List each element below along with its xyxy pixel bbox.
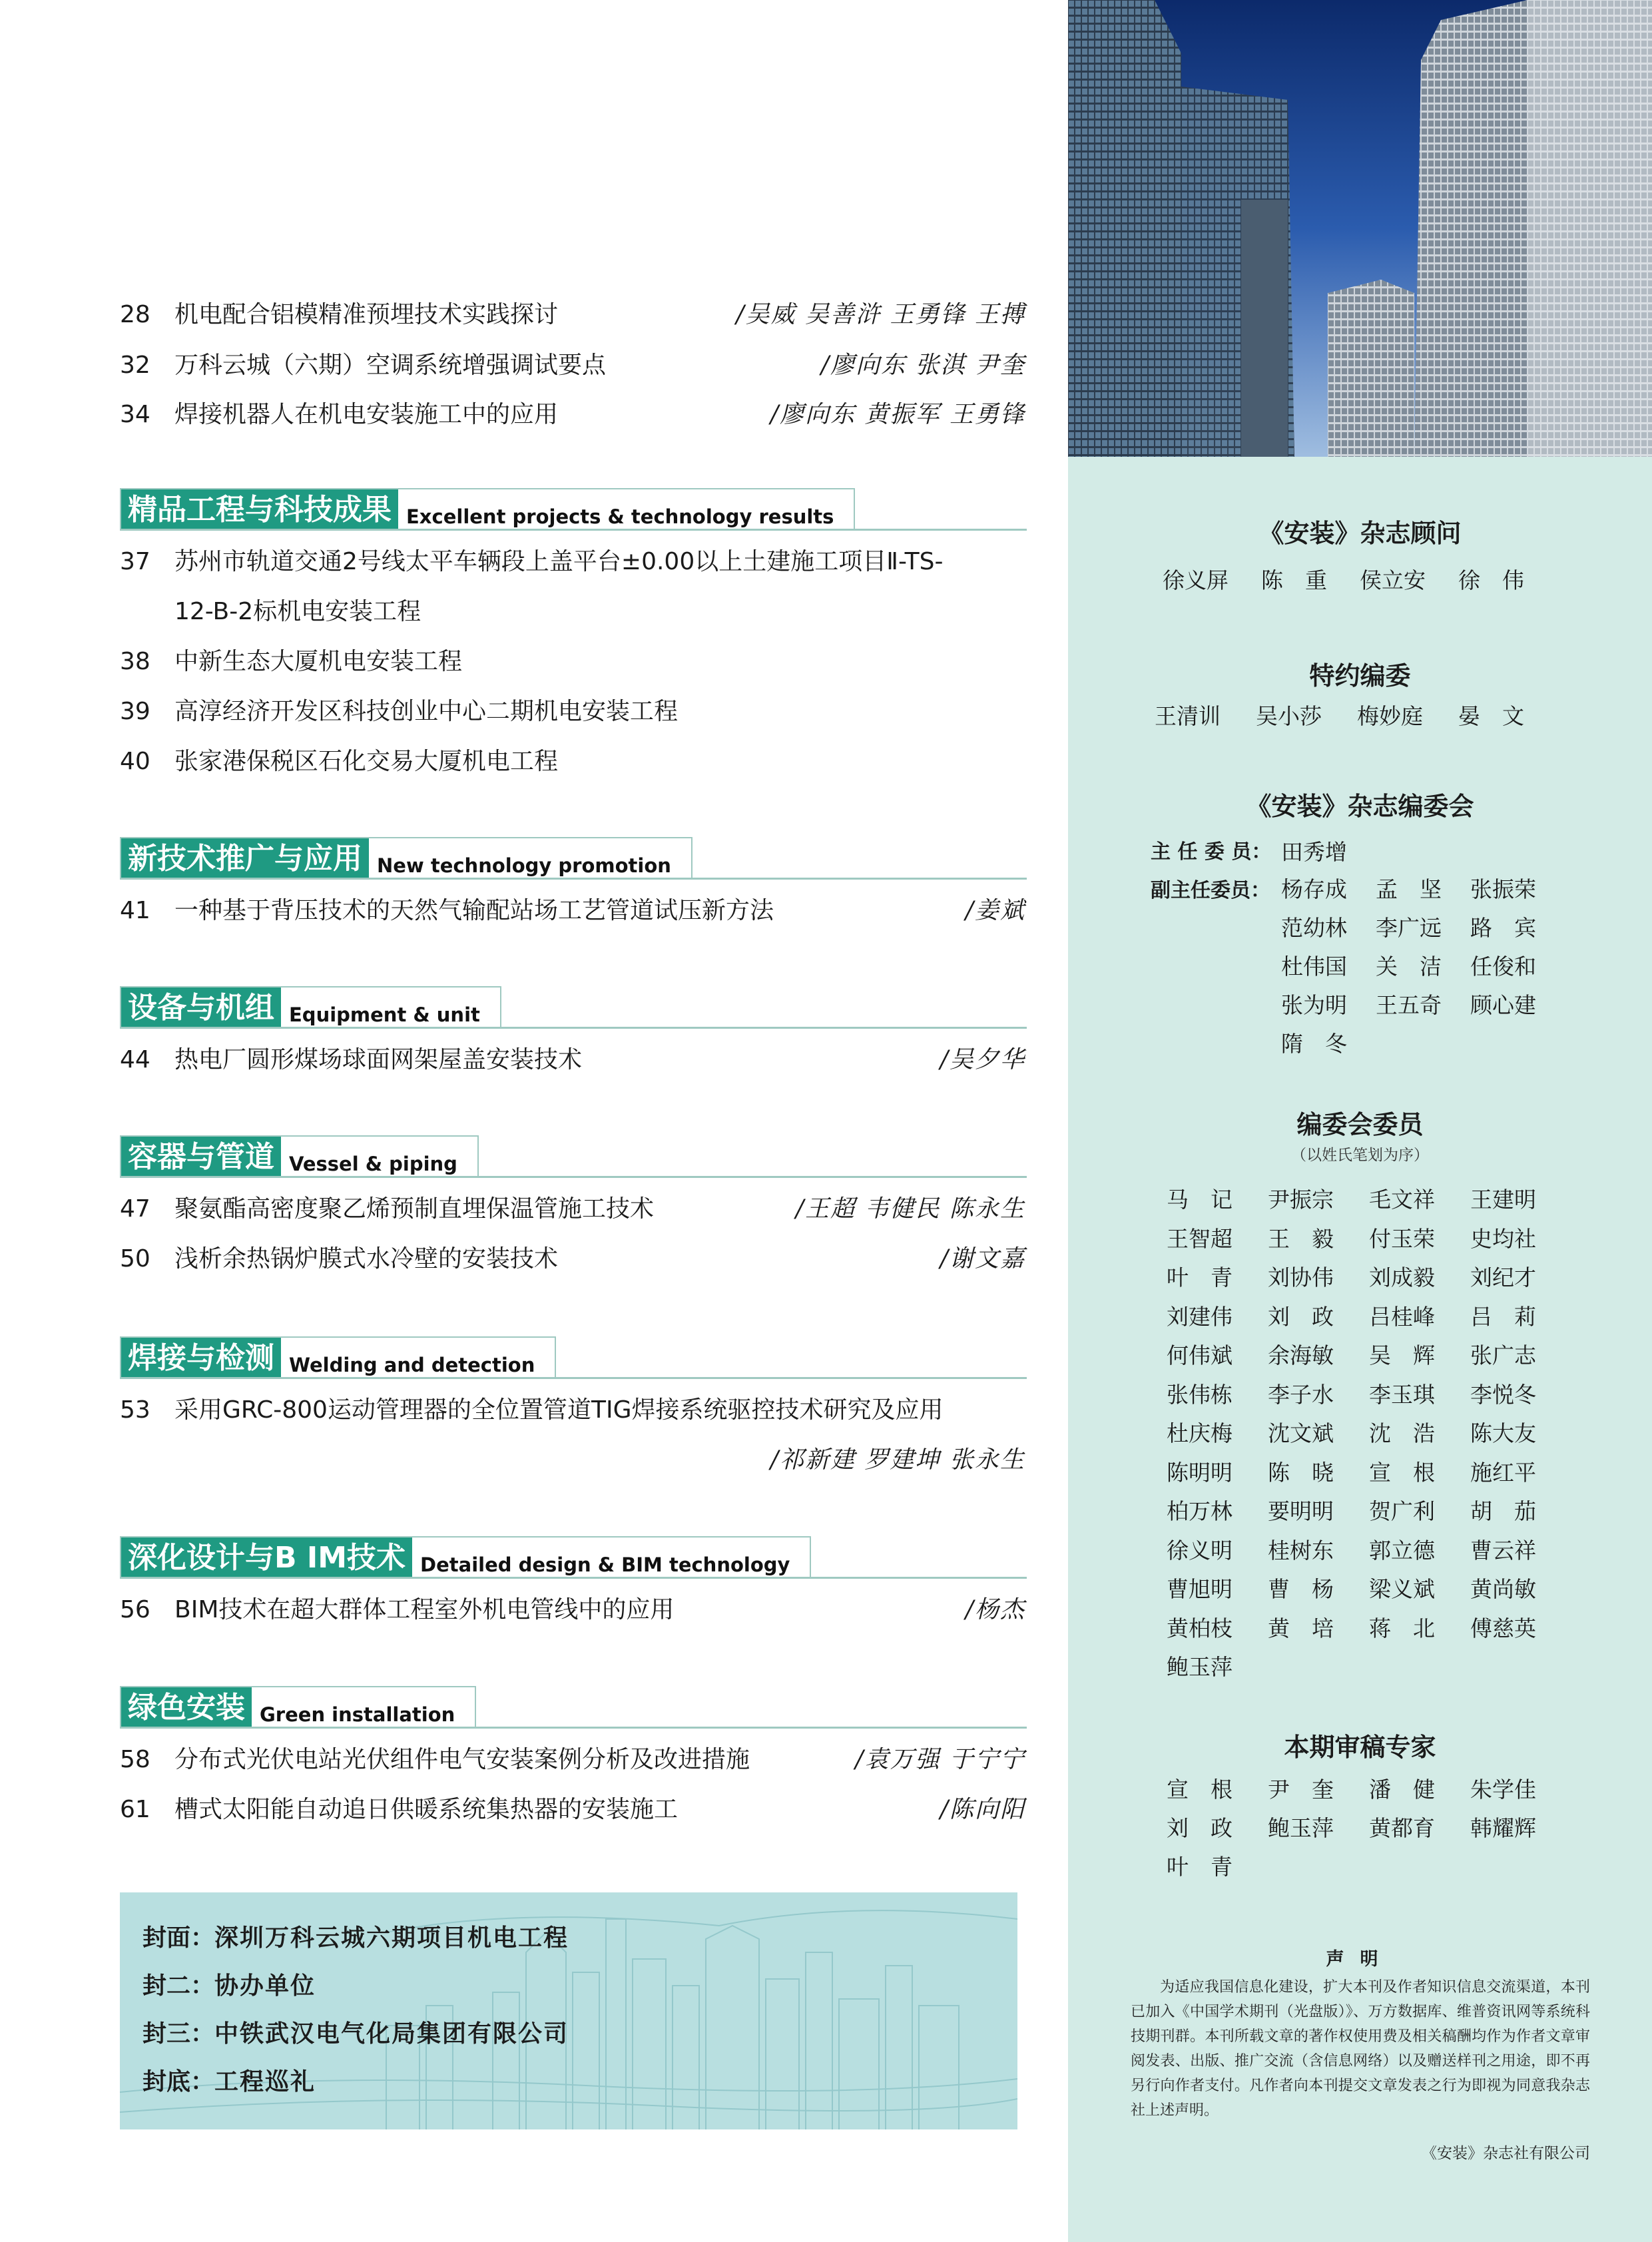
- article-title: 槽式太阳能自动追日供暖系统集热器的安装施工: [174, 1796, 679, 1823]
- page-number: 56: [120, 1596, 150, 1623]
- toc-entry[interactable]: [120, 1236, 1025, 1282]
- person-name: 马 记: [1167, 1187, 1233, 1213]
- person-name: 李玉琪: [1369, 1381, 1435, 1408]
- section-title-box: [120, 1686, 476, 1729]
- person-name: 柏万林: [1167, 1498, 1233, 1524]
- section-title-cn: 设备与机组: [121, 987, 281, 1029]
- person-name: 张振荣: [1470, 876, 1536, 902]
- person-name: 杜伟国: [1281, 954, 1347, 980]
- person-name: 史均社: [1470, 1225, 1536, 1252]
- article-authors: /杨杰: [965, 1596, 1025, 1623]
- person-name: 王智超: [1167, 1225, 1233, 1252]
- toc-entry[interactable]: [120, 738, 1025, 785]
- members-heading: 编委会委员: [1296, 1110, 1424, 1139]
- toc-entry[interactable]: [120, 392, 1025, 438]
- article-title: 焊接机器人在机电安装施工中的应用: [174, 401, 559, 428]
- article-authors: /陈向阳: [940, 1796, 1025, 1823]
- section-header: [120, 1336, 1027, 1382]
- page-number: 47: [120, 1195, 150, 1223]
- section-title-en: Green installation: [260, 1703, 455, 1726]
- toc-entry[interactable]: [120, 689, 1025, 735]
- page-number: 32: [120, 352, 150, 379]
- section-title-box: [120, 488, 855, 531]
- toc-entry[interactable]: [120, 539, 1025, 585]
- page-number: 41: [120, 897, 150, 924]
- person-name: 路 宾: [1470, 915, 1536, 941]
- notice-signature: 《安装》杂志社有限公司: [1422, 2145, 1590, 2162]
- section-title-box: [120, 1336, 556, 1379]
- article-title: 热电厂圆形煤场球面网架屋盖安装技术: [174, 1046, 583, 1073]
- section-rule: [120, 529, 1027, 531]
- person-name: 刘建伟: [1167, 1303, 1233, 1330]
- person-name: 余海敏: [1268, 1342, 1334, 1368]
- person-name: 尹振宗: [1268, 1187, 1334, 1213]
- article-authors: /王超 韦健民 陈永生: [795, 1195, 1025, 1223]
- director-name: 田秀增: [1281, 839, 1347, 865]
- page-number: 61: [120, 1796, 150, 1823]
- person-name: 任俊和: [1470, 954, 1536, 980]
- page-number: 58: [120, 1746, 150, 1773]
- section-title-cn: 深化设计与B IM技术: [121, 1538, 412, 1579]
- person-name: 王建明: [1470, 1187, 1536, 1213]
- person-name: 陈 重: [1261, 567, 1327, 593]
- editorial-board-heading: 《安装》杂志编委会: [1246, 792, 1474, 821]
- page-number: 50: [120, 1245, 150, 1272]
- toc-entry[interactable]: [120, 639, 1025, 685]
- article-title: 采用GRC-800运动管理器的全位置管道TIG焊接系统驱控技术研究及应用: [174, 1396, 944, 1424]
- person-name: 徐义明: [1167, 1537, 1233, 1563]
- article-title: 分布式光伏电站光伏组件电气安装案例分析及改进措施: [174, 1746, 750, 1773]
- article-title: 张家港保税区石化交易大厦机电工程: [174, 748, 559, 775]
- person-name: 蒋 北: [1369, 1615, 1435, 1641]
- person-name: 黄柏枝: [1167, 1615, 1233, 1641]
- article-authors: /廖向东 张淇 尹奎: [820, 352, 1025, 379]
- page-number: 37: [120, 548, 150, 575]
- cover-info-value: 协办单位: [214, 1972, 316, 2000]
- page-number: 39: [120, 698, 150, 725]
- section-rule: [120, 1027, 1027, 1029]
- notice-title: 声明: [1326, 1949, 1394, 1970]
- person-name: 王五奇: [1376, 992, 1442, 1018]
- cover-info-label: 封三：: [142, 2020, 215, 2048]
- article-authors: /廖向东 黄振军 王勇锋: [770, 401, 1025, 428]
- person-name: 孟 坚: [1376, 876, 1442, 902]
- person-name: 宣 根: [1369, 1459, 1435, 1486]
- person-name: 刘协伟: [1268, 1264, 1334, 1290]
- section-title-cn: 焊接与检测: [121, 1338, 281, 1379]
- toc-entry[interactable]: [120, 1037, 1025, 1083]
- members-note: （以姓氏笔划为序）: [1291, 1147, 1429, 1164]
- person-name: 施红平: [1470, 1459, 1536, 1486]
- article-title: 高淳经济开发区科技创业中心二期机电安装工程: [174, 698, 679, 725]
- person-name: 尹 奎: [1268, 1777, 1334, 1803]
- section-rule: [120, 878, 1027, 880]
- person-name: 毛文祥: [1369, 1187, 1435, 1213]
- person-name: 黄 培: [1268, 1615, 1334, 1641]
- person-name: 王 毅: [1268, 1225, 1334, 1252]
- article-title: 浅析余热锅炉膜式水冷壁的安装技术: [174, 1245, 559, 1272]
- person-name: 桂树东: [1268, 1537, 1334, 1563]
- toc-entry[interactable]: [120, 1787, 1025, 1833]
- person-name: 胡 茄: [1470, 1498, 1536, 1524]
- article-authors: /姜斌: [965, 897, 1025, 924]
- person-name: 贺广利: [1369, 1498, 1435, 1524]
- person-name: 梅妙庭: [1357, 703, 1423, 729]
- person-name: 李悦冬: [1470, 1381, 1536, 1408]
- person-name: 叶 青: [1167, 1264, 1233, 1290]
- section-title-cn: 绿色安装: [121, 1687, 252, 1729]
- section-title-box: [120, 1536, 811, 1579]
- section-header: [120, 488, 1027, 533]
- person-name: 吕 莉: [1470, 1303, 1536, 1330]
- page-number: 44: [120, 1046, 150, 1073]
- article-title: 机电配合铝模精准预埋技术实践探讨: [174, 301, 559, 328]
- article-title: 万科云城（六期）空调系统增强调试要点: [174, 352, 607, 379]
- page-number: 34: [120, 401, 150, 428]
- toc-entry[interactable]: [120, 1587, 1025, 1633]
- person-name: 曹旭明: [1167, 1576, 1233, 1602]
- cover-info-label: 封面：: [142, 1924, 215, 1952]
- right-panel: [1068, 0, 1652, 2242]
- cover-info-line: [142, 2063, 316, 2097]
- person-name: 潘 健: [1369, 1777, 1435, 1803]
- person-name: 李广远: [1376, 915, 1442, 941]
- person-name: 沈 浩: [1369, 1420, 1435, 1446]
- toc-entry[interactable]: [120, 1437, 1025, 1484]
- section-header: [120, 1536, 1027, 1581]
- toc-entry[interactable]: [120, 589, 1025, 635]
- cover-info-value: 深圳万科云城六期项目机电工程: [214, 1924, 569, 1952]
- person-name: 鲍玉萍: [1167, 1654, 1233, 1680]
- person-name: 郭立德: [1369, 1537, 1435, 1563]
- section-title-box: [120, 837, 692, 880]
- person-name: 朱学佳: [1470, 1777, 1536, 1803]
- article-title: BIM技术在超大群体工程室外机电管线中的应用: [174, 1596, 675, 1623]
- director-label: 主 任 委 员：: [1151, 840, 1272, 864]
- section-title-en: Vessel & piping: [289, 1153, 457, 1175]
- section-title-en: Welding and detection: [289, 1354, 535, 1376]
- deputy-label: 副主任委员：: [1151, 879, 1270, 902]
- person-name: 曹云祥: [1470, 1537, 1536, 1563]
- article-title: 中新生态大厦机电安装工程: [174, 648, 463, 675]
- person-name: 吴 辉: [1369, 1342, 1435, 1368]
- reviewers-heading: 本期审稿专家: [1284, 1733, 1436, 1762]
- person-name: 鲍玉萍: [1268, 1815, 1334, 1841]
- notice-body: 为适应我国信息化建设，扩大本刊及作者知识信息交流渠道，本刊已加入《中国学术期刊（光盘版）》、万方数据库、维普资讯网等系统科技期刊群。本刊所载文章的著作权使用费及相关稿酬均作为作者文章审阅发表、出版、推广交流（含信息网络）以及赠送样刊之用途，即不再另行向作者支付。凡作者向本刊提交文章发表之行为即视为同意我杂志社上述声明。: [1131, 1979, 1590, 2119]
- person-name: 王清训: [1155, 703, 1221, 729]
- section-rule: [120, 1176, 1027, 1178]
- skyscraper-photo: [1068, 0, 1652, 457]
- cover-info-line: [142, 2015, 569, 2049]
- cover-info-box: [120, 1892, 1017, 2129]
- person-name: 刘纪才: [1470, 1264, 1536, 1290]
- page-number: 38: [120, 648, 150, 675]
- person-name: 徐义屏: [1163, 567, 1229, 593]
- section-header: [120, 837, 1027, 882]
- article-authors: /吴夕华: [940, 1046, 1025, 1073]
- section-title-cn: 精品工程与科技成果: [121, 489, 398, 531]
- article-title: 苏州市轨道交通2号线太平车辆段上盖平台±0.00以上土建施工项目Ⅱ-TS-: [174, 548, 944, 575]
- person-name: 关 洁: [1376, 954, 1442, 980]
- section-title-cn: 容器与管道: [121, 1137, 281, 1178]
- section-header: [120, 1135, 1027, 1181]
- section-header: [120, 1686, 1027, 1731]
- person-name: 陈 晓: [1268, 1459, 1334, 1486]
- person-name: 张广志: [1470, 1342, 1536, 1368]
- person-name: 侯立安: [1360, 567, 1426, 593]
- person-name: 要明明: [1268, 1498, 1334, 1524]
- section-title-en: New technology promotion: [377, 854, 671, 877]
- person-name: 张为明: [1281, 992, 1347, 1018]
- person-name: 张伟栋: [1167, 1381, 1233, 1408]
- person-name: 吕桂峰: [1369, 1303, 1435, 1330]
- page-number: 53: [120, 1396, 150, 1424]
- cover-info-line: [142, 1967, 316, 2001]
- section-title-box: [120, 986, 501, 1029]
- page-number: 28: [120, 301, 150, 328]
- person-name: 宣 根: [1167, 1777, 1233, 1803]
- section-title-en: Detailed design & BIM technology: [420, 1553, 790, 1576]
- person-name: 沈文斌: [1268, 1420, 1334, 1446]
- person-name: 韩耀辉: [1470, 1815, 1536, 1841]
- section-title-en: Excellent projects & technology results: [406, 505, 834, 528]
- person-name: 黄都育: [1369, 1815, 1435, 1841]
- person-name: 晏 文: [1458, 703, 1524, 729]
- article-authors: /谢文嘉: [940, 1245, 1025, 1272]
- person-name: 梁义斌: [1369, 1576, 1435, 1602]
- person-name: 叶 青: [1167, 1854, 1233, 1880]
- section-rule: [120, 1727, 1027, 1729]
- article-title: 聚氨酯高密度聚乙烯预制直埋保温管施工技术: [174, 1195, 655, 1223]
- advisors-heading: 《安装》杂志顾问: [1258, 519, 1462, 548]
- toc-entry[interactable]: [120, 292, 1025, 338]
- section-rule: [120, 1377, 1027, 1379]
- article-title: 12-B-2标机电安装工程: [174, 598, 421, 625]
- person-name: 杜庆梅: [1167, 1420, 1233, 1446]
- cover-info-label: 封底：: [142, 2068, 215, 2096]
- person-name: 徐 伟: [1458, 567, 1524, 593]
- section-title-en: Equipment & unit: [289, 1003, 480, 1026]
- person-name: 曹 杨: [1268, 1576, 1334, 1602]
- person-name: 付玉荣: [1369, 1225, 1435, 1252]
- toc-entry[interactable]: [120, 1387, 1025, 1434]
- person-name: 吴小莎: [1256, 703, 1322, 729]
- section-title-cn: 新技术推广与应用: [121, 838, 369, 880]
- cover-info-value: 中铁武汉电气化局集团有限公司: [214, 2020, 569, 2048]
- person-name: 刘 政: [1167, 1815, 1233, 1841]
- person-name: 黄尚敏: [1470, 1576, 1536, 1602]
- article-authors: /吴威 吴善浒 王勇锋 王搏: [736, 301, 1025, 328]
- section-title-box: [120, 1135, 479, 1178]
- person-name: 顾心建: [1470, 992, 1536, 1018]
- toc-entry[interactable]: [120, 888, 1025, 934]
- person-name: 刘成毅: [1369, 1264, 1435, 1290]
- person-name: 何伟斌: [1167, 1342, 1233, 1368]
- person-name: 范幼林: [1281, 915, 1347, 941]
- person-name: 杨存成: [1281, 876, 1347, 902]
- special-editors-heading: 特约编委: [1309, 661, 1411, 691]
- toc-entry[interactable]: [120, 342, 1025, 389]
- person-name: 陈大友: [1470, 1420, 1536, 1446]
- article-authors: /袁万强 于宁宁: [855, 1746, 1025, 1773]
- person-name: 刘 政: [1268, 1303, 1334, 1330]
- section-header: [120, 986, 1027, 1031]
- toc-entry[interactable]: [120, 1186, 1025, 1233]
- cover-info-value: 工程巡礼: [214, 2068, 316, 2096]
- article-title: 一种基于背压技术的天然气输配站场工艺管道试压新方法: [174, 897, 774, 924]
- toc-entry[interactable]: [120, 1737, 1025, 1783]
- section-rule: [120, 1577, 1027, 1579]
- page-number: 40: [120, 748, 150, 775]
- person-name: 李子水: [1268, 1381, 1334, 1408]
- person-name: 隋 冬: [1281, 1031, 1347, 1057]
- cover-info-label: 封二：: [142, 1972, 215, 2000]
- cover-info-line: [142, 1919, 569, 1953]
- person-name: 傅慈英: [1470, 1615, 1536, 1641]
- person-name: 陈明明: [1167, 1459, 1233, 1486]
- article-authors: /祁新建 罗建坤 张永生: [770, 1446, 1025, 1474]
